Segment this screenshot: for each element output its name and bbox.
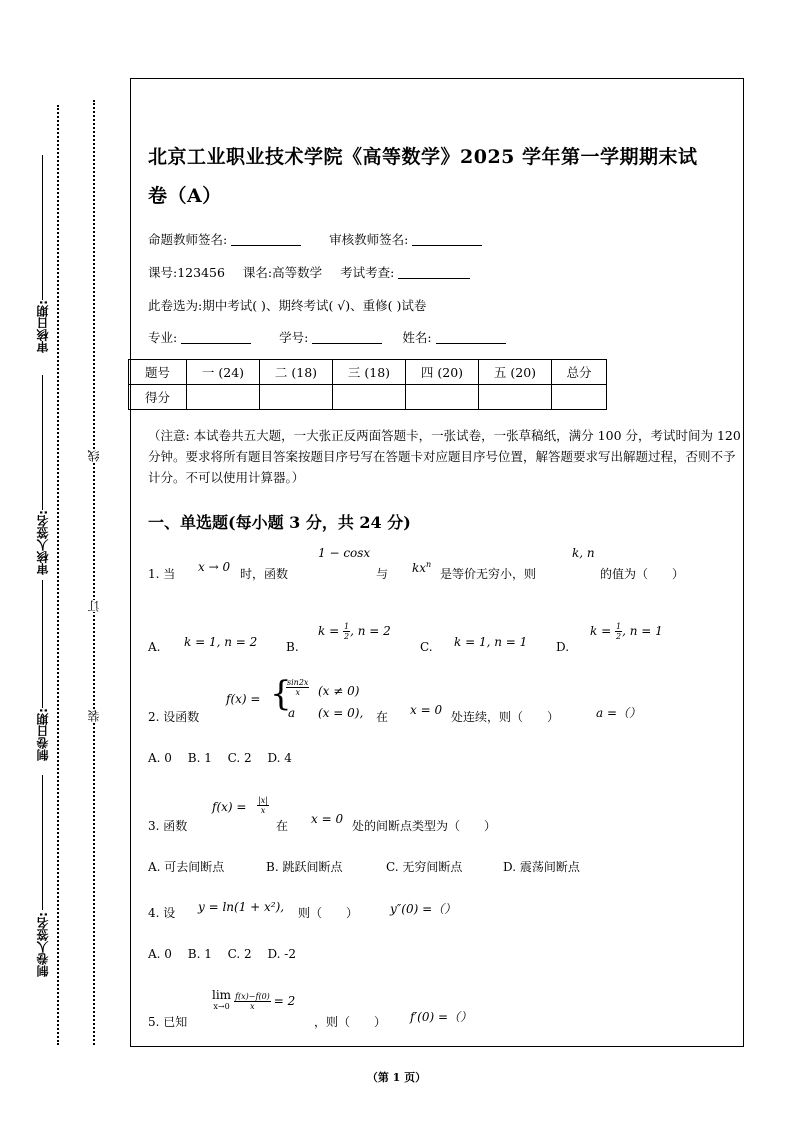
score-header-cell: 题号 [129, 360, 187, 385]
q1-condition: x → 0 [198, 560, 231, 574]
q3-point: x = 0 [311, 812, 344, 826]
q2-number: 2. 设函数 [148, 710, 200, 724]
student-no-blank[interactable] [312, 343, 382, 344]
creator-sign-label: 制卷人签名: [36, 912, 50, 977]
exam-title-line2: 卷（A） [148, 185, 222, 207]
q3-option-c[interactable]: C. 无穷间断点 [386, 860, 463, 874]
score-cell[interactable] [187, 385, 260, 410]
binding-char-ding: 订 [87, 600, 101, 612]
q5-limit: lim x→0 $\frac{f(x)-f(0)}{x}$ = 2 [212, 988, 296, 1011]
score-table-score-row [129, 385, 607, 410]
q5-text1: ，则（ ） [314, 1015, 387, 1029]
score-row-label: 得分 [129, 385, 187, 410]
exam-title-line1: 北京工业职业技术学院《高等数学》2025 学年第一学期期末试 [148, 146, 698, 168]
course-no: 课号:123456 [148, 265, 225, 280]
q1-vars: k, n [572, 546, 595, 560]
q4-number: 4. 设 [148, 906, 176, 920]
q1-option-c-label[interactable]: C. [420, 640, 433, 654]
q2-case1-cond: (x ≠ 0) [318, 684, 360, 698]
score-table-header-row [129, 360, 607, 385]
score-cell[interactable] [333, 385, 406, 410]
q2-case1: $\frac{\sin 2x}{x}$ [287, 678, 309, 697]
q3-function: f(x) = [212, 800, 247, 814]
creator-date-label: 制卷日期: [36, 708, 50, 761]
exam-type-blank[interactable] [398, 278, 470, 279]
score-header-cell: 一 (24) [187, 360, 260, 385]
q2-case2: a [288, 706, 296, 720]
q1-text2: 与 [376, 567, 389, 581]
course-row [148, 263, 470, 281]
student-no-label: 学号: [279, 330, 309, 345]
student-row [148, 328, 506, 346]
q2-function: f(x) = [226, 692, 261, 706]
q1-option-b[interactable]: k = $\frac{1}{2}$ , n = 2 [318, 622, 391, 641]
q2-case2-cond: (x = 0), [318, 706, 364, 720]
name-blank[interactable] [436, 343, 506, 344]
q1-expr: $kx^n$ [412, 560, 432, 575]
q2-brace: { [270, 674, 292, 714]
creator-sign-line [42, 775, 43, 910]
reviewer-date-line [42, 155, 43, 300]
q2-text2: 处连续，则（ ） [451, 710, 560, 724]
q1-option-d[interactable]: k = $\frac{1}{2}$ , n = 1 [590, 622, 663, 641]
reviewer-sign-line [42, 375, 43, 510]
q3-number: 3. 函数 [148, 819, 188, 833]
score-header-cell: 二 (18) [260, 360, 333, 385]
q5-number: 5. 已知 [148, 1015, 188, 1029]
score-header-cell: 三 (18) [333, 360, 406, 385]
q3-option-b[interactable]: B. 跳跃间断点 [266, 860, 343, 874]
exam-type-label: 考试考查: [340, 265, 395, 280]
page-footer: （第 1 页） [366, 1071, 427, 1084]
creator-date-line [42, 580, 43, 708]
q1-text4: 的值为（ ） [600, 567, 685, 581]
q3-option-d[interactable]: D. 震荡间断点 [503, 860, 580, 874]
score-cell[interactable] [479, 385, 552, 410]
q1-option-a-label[interactable]: A. [148, 640, 161, 654]
score-cell[interactable] [406, 385, 479, 410]
q4-text1: 则（ ） [298, 906, 359, 920]
proposer-blank[interactable] [231, 245, 301, 246]
binding-dotted-line-outer [57, 105, 59, 1045]
q4-ask: y″(0) =（） [390, 902, 457, 916]
score-header-cell: 四 (20) [406, 360, 479, 385]
q2-ask: a =（） [596, 706, 642, 720]
binding-char-zhuang: 装 [87, 710, 101, 722]
q5-ask: f′(0) =（） [410, 1010, 473, 1024]
q1-option-c[interactable]: k = 1, n = 1 [454, 635, 528, 649]
reviewer-sign-label: 审核人签名: [36, 510, 50, 575]
reviewer-blank[interactable] [412, 245, 482, 246]
q1-function: 1 − cosx [318, 546, 371, 560]
q2-text1: 在 [376, 710, 389, 724]
q1-number: 1. 当 [148, 567, 176, 581]
exam-note: （注意: 本试卷共五大题，一大张正反两面答题卡，一张试卷，一张草稿纸，满分 100 分，考试时间为 120 分钟。要求将所有题目答案按题目序号写在答题卡对应题目序号位置，解答题要求写出解题过程，否则不予计分。不可以使用计算器。） [148, 428, 741, 485]
q2-options[interactable]: A. 0 B. 1 C. 2 D. 4 [148, 751, 292, 765]
reviewer-label: 审核教师签名: [329, 232, 409, 247]
q3-option-a[interactable]: A. 可去间断点 [148, 860, 225, 874]
q3-fraction: $\frac{|x|}{x}$ [258, 796, 268, 815]
section-1-title: 一、单选题(每小题 3 分，共 24 分) [148, 513, 411, 532]
score-header-cell: 五 (20) [479, 360, 552, 385]
course-name: 课名:高等数学 [242, 265, 323, 280]
exam-selection: 此卷选为:期中考试( )、期终考试( √)、重修( )试卷 [148, 298, 427, 313]
q3-text1: 在 [276, 819, 289, 833]
proposer-label: 命题教师签名: [148, 232, 228, 247]
q2-point: x = 0 [410, 703, 443, 717]
q4-options[interactable]: A. 0 B. 1 C. 2 D. -2 [148, 947, 296, 961]
q4-expr: y = ln(1 + x²), [198, 900, 285, 914]
binding-dotted-line-inner [93, 100, 95, 1045]
signature-row [148, 230, 482, 248]
q3-text2: 处的间断点类型为（ ） [352, 819, 497, 833]
reviewer-date-label: 审核日期: [36, 300, 50, 353]
name-label: 姓名: [402, 330, 432, 345]
major-label: 专业: [148, 330, 178, 345]
major-blank[interactable] [181, 343, 251, 344]
q1-text1: 时，函数 [240, 567, 289, 581]
q1-option-d-label[interactable]: D. [556, 640, 570, 654]
q1-option-a[interactable]: k = 1, n = 2 [184, 635, 258, 649]
q1-option-b-label[interactable]: B. [286, 640, 299, 654]
score-cell[interactable] [260, 385, 333, 410]
score-table [128, 359, 607, 410]
score-header-cell: 总分 [552, 360, 607, 385]
q1-text3: 是等价无穷小，则 [440, 567, 537, 581]
binding-char-line: 线 [87, 450, 101, 462]
score-cell[interactable] [552, 385, 607, 410]
